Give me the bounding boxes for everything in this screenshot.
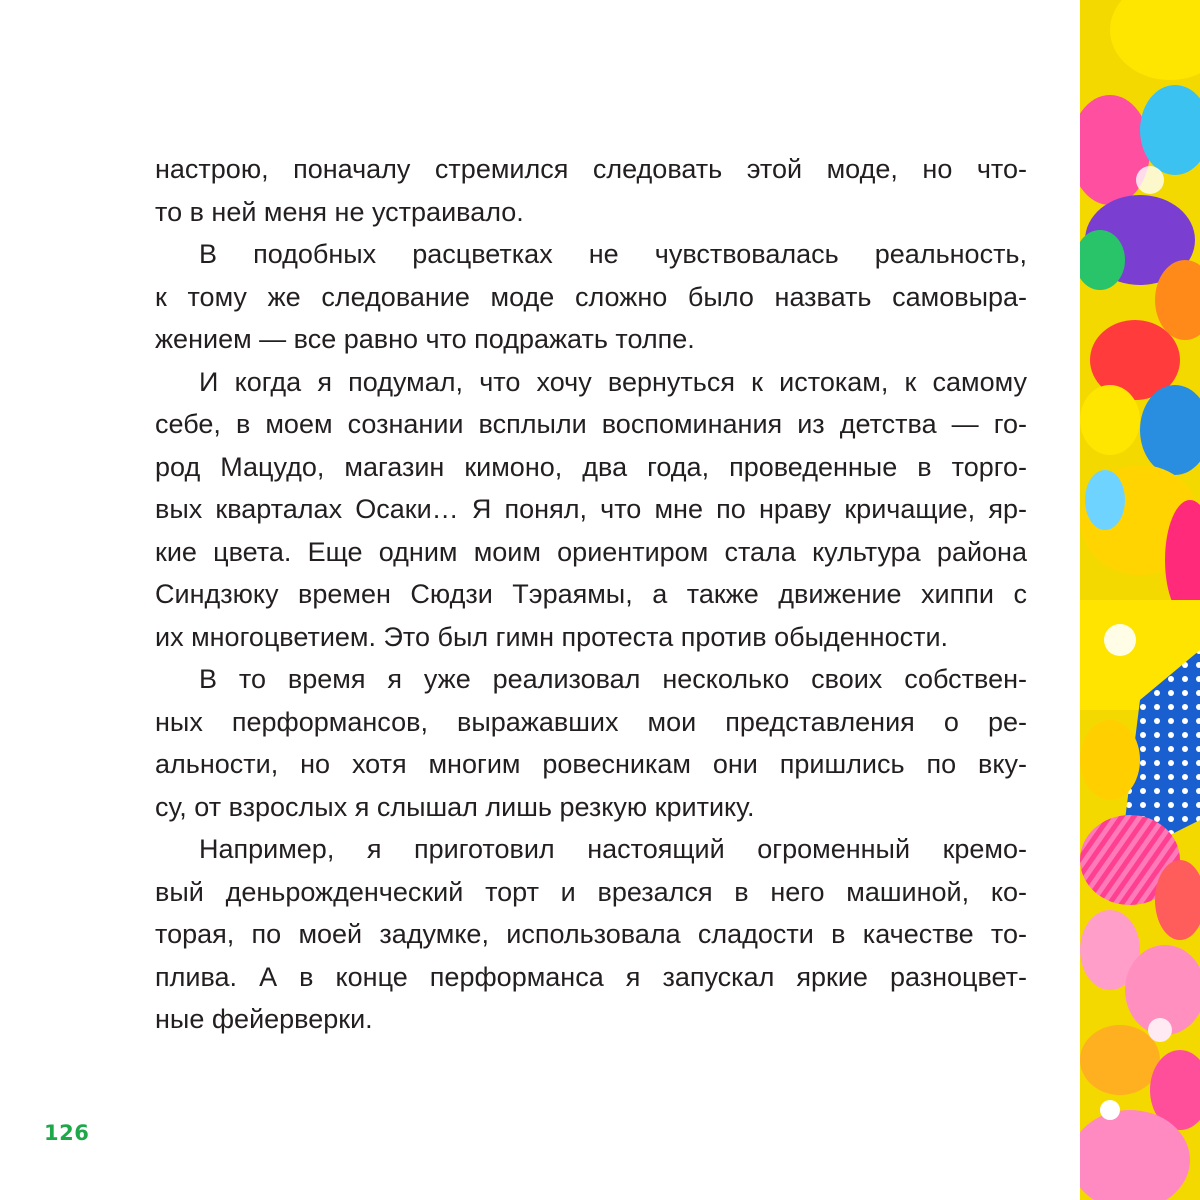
text-line: себе, в моем сознании всплыли воспоминания из детства — го-: [155, 409, 1027, 439]
text-line: вый деньрожденческий торт и врезался в него машиной, ко-: [155, 876, 1027, 907]
text-line: су, от взрослых я слышал лишь резкую критику.: [155, 791, 755, 822]
paragraph: [155, 233, 1027, 361]
text-line: их многоцветием. Это был гимн протеста против обыденности.: [155, 621, 949, 652]
text-line: кие цвета. Еще одним моим ориентиром стала культура района: [155, 536, 1027, 567]
page-number: 126: [44, 1121, 90, 1145]
colorful-photo-strip: [1080, 0, 1200, 1200]
text-line: В то время я уже реализовал несколько своих собствен-: [199, 664, 1027, 694]
text-line: плива. А в конце перформанса я запускал яркие разноцвет-: [155, 961, 1027, 992]
text-line: ных перформансов, выражавших мои представления о ре-: [155, 706, 1027, 737]
text-line: ные фейерверки.: [155, 1004, 373, 1034]
text-line: альности, но хотя многим ровесникам они пришлись по вку-: [155, 749, 1027, 779]
paragraph: [155, 658, 1027, 828]
text-line: настрою, поначалу стремился следовать этой моде, но что-: [155, 154, 1027, 184]
text-line: род Мацудо, магазин кимоно, два года, проведенные в торго-: [155, 451, 1027, 482]
text-line: В подобных расцветках не чувствовалась реальность,: [199, 239, 1027, 269]
paragraph: [155, 148, 1027, 233]
text-line: к тому же следование моде сложно было назвать самовыра-: [155, 281, 1027, 312]
text-line: торая, по моей задумке, использовала сладости в качестве то-: [155, 919, 1027, 949]
paragraph: [155, 828, 1027, 1041]
text-line: Например, я приготовил настоящий огроменный кремо-: [199, 834, 1027, 864]
text-line: жением — все равно что подражать толпе.: [155, 324, 695, 354]
text-line: Синдзюку времен Сюдзи Тэраямы, а также движение хиппи с: [155, 579, 1027, 609]
body-text: [155, 148, 1027, 1041]
text-line: вых кварталах Осаки… Я понял, что мне по нраву кричащие, яр-: [155, 494, 1027, 524]
paragraph: [155, 361, 1027, 659]
text-line: то в ней меня не устраивало.: [155, 196, 524, 227]
text-line: И когда я подумал, что хочу вернуться к истокам, к самому: [199, 366, 1027, 397]
